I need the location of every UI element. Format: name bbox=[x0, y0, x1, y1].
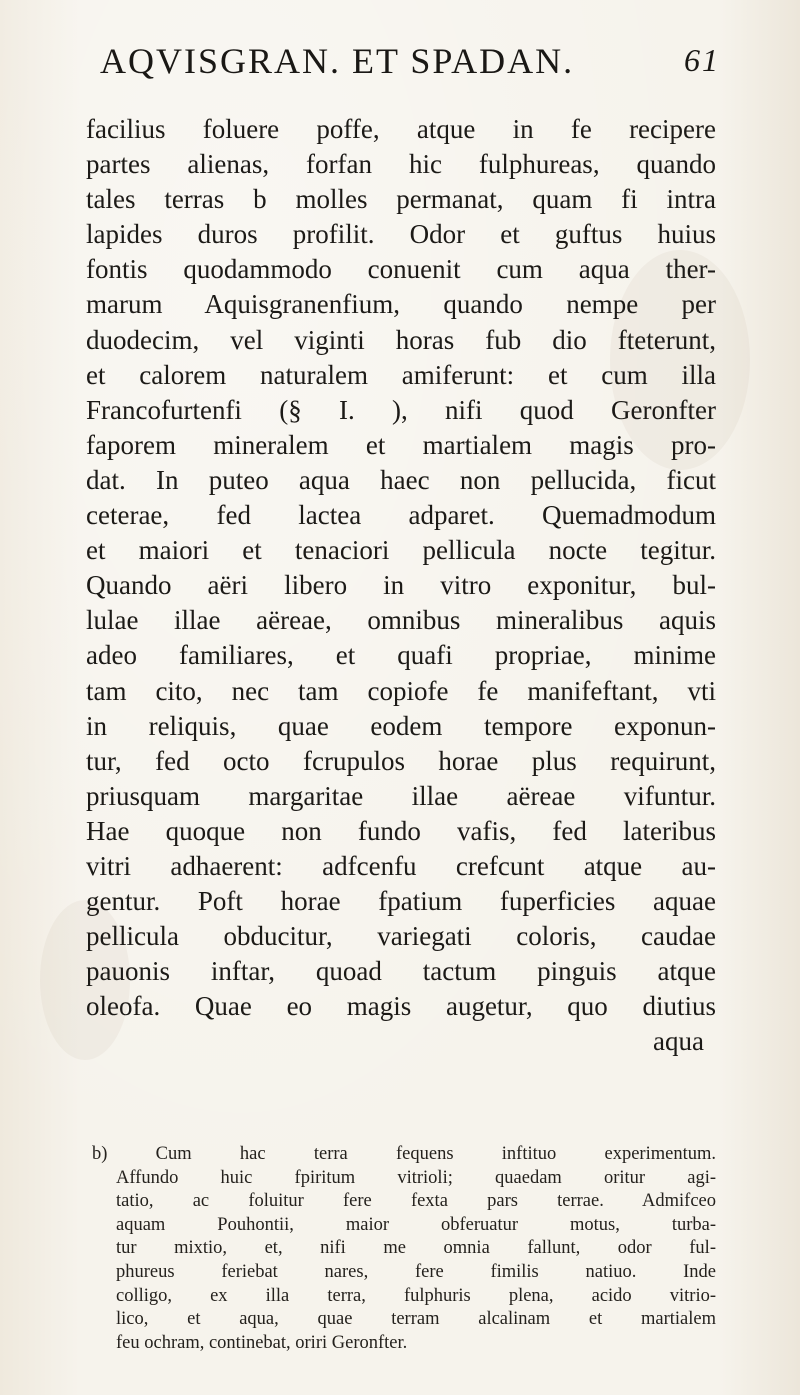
text-line: tam cito, nec tam copiofe fe manifeftant, vti bbox=[86, 675, 716, 706]
footnote-line: tur mixtio, et, nifi me omnia fallunt, odor ful- bbox=[116, 1238, 716, 1259]
footnote-line: phureus feriebat nares, fere fimilis natiuo. Inde bbox=[116, 1261, 716, 1282]
footnote-line: Affundo huic fpiritum vitrioli; quaedam oritur agi- bbox=[116, 1167, 716, 1188]
text-line: lapides duros profilit. Odor et guftus huius bbox=[86, 219, 716, 250]
text-line: marum Aquisgranenfium, quando nempe per bbox=[86, 289, 716, 320]
text-line: fontis quodammodo conuenit cum aqua ther- bbox=[86, 254, 716, 285]
text-line: pauonis inftar, quoad tactum pinguis atque bbox=[86, 956, 716, 987]
text-line: faporem mineralem et martialem magis pro- bbox=[86, 429, 716, 460]
text-line: tales terras b molles permanat, quam fi intra bbox=[86, 184, 716, 215]
catchword: aqua bbox=[653, 1026, 704, 1057]
footnote bbox=[92, 1143, 716, 1355]
text-line: priusquam margaritae illae aëreae vifuntur. bbox=[86, 780, 716, 811]
footnote-line: b) Cum hac terra fequens inftituo experimentum. bbox=[92, 1144, 716, 1164]
text-line: duodecim, vel viginti horas fub dio fteterunt, bbox=[86, 324, 716, 355]
text-line: et calorem naturalem amiferunt: et cum illa bbox=[86, 359, 716, 390]
footnote-line: aquam Pouhontii, maior obferuatur motus, turba- bbox=[116, 1214, 716, 1235]
text-line: in reliquis, quae eodem tempore exponun- bbox=[86, 710, 716, 741]
text-line: adeo familiares, et quafi propriae, minime bbox=[86, 640, 716, 671]
text-line: partes alienas, forfan hic fulphureas, quando bbox=[86, 149, 716, 180]
text-line: facilius foluere poffe, atque in fe recipere bbox=[86, 114, 716, 144]
text-line: pellicula obducitur, variegati coloris, caudae bbox=[86, 921, 716, 952]
page-number: 61 bbox=[684, 42, 720, 78]
footnote-line: lico, et aqua, quae terram alcalinam et martialem bbox=[116, 1309, 716, 1330]
text-line: Quando aëri libero in vitro exponitur, bul- bbox=[86, 570, 716, 601]
text-line: Francofurtenfi (§ I. ), nifi quod Geronfter bbox=[86, 394, 716, 425]
footnote-line: colligo, ex illa terra, fulphuris plena, acido vitrio- bbox=[116, 1285, 716, 1306]
text-line: gentur. Poft horae fpatium fuperficies aquae bbox=[86, 886, 716, 917]
footnote-line: tatio, ac foluitur fere fexta pars terrae. Admifceo bbox=[116, 1191, 716, 1212]
text-line: dat. In puteo aqua haec non pellucida, ficut bbox=[86, 464, 716, 495]
text-line: vitri adhaerent: adfcenfu crefcunt atque au- bbox=[86, 850, 716, 881]
text-line: ceterae, fed lactea adparet. Quemadmodum bbox=[86, 500, 716, 531]
main-text bbox=[86, 112, 716, 1060]
text-line: Hae quoque non fundo vafis, fed lateribus bbox=[86, 815, 716, 846]
footnote-line: feu ochram, continebat, oriri Geronfter. bbox=[116, 1332, 408, 1353]
text-line: tur, fed octo fcrupulos horae plus requirunt, bbox=[86, 745, 716, 776]
text-line: oleofa. Quae eo magis augetur, quo diutius bbox=[86, 991, 716, 1022]
text-line: lulae illae aëreae, omnibus mineralibus aquis bbox=[86, 605, 716, 636]
page-title: AQVISGRAN. ET SPADAN. bbox=[100, 41, 575, 81]
text-line: et maiori et tenaciori pellicula nocte tegitur. bbox=[86, 535, 716, 566]
